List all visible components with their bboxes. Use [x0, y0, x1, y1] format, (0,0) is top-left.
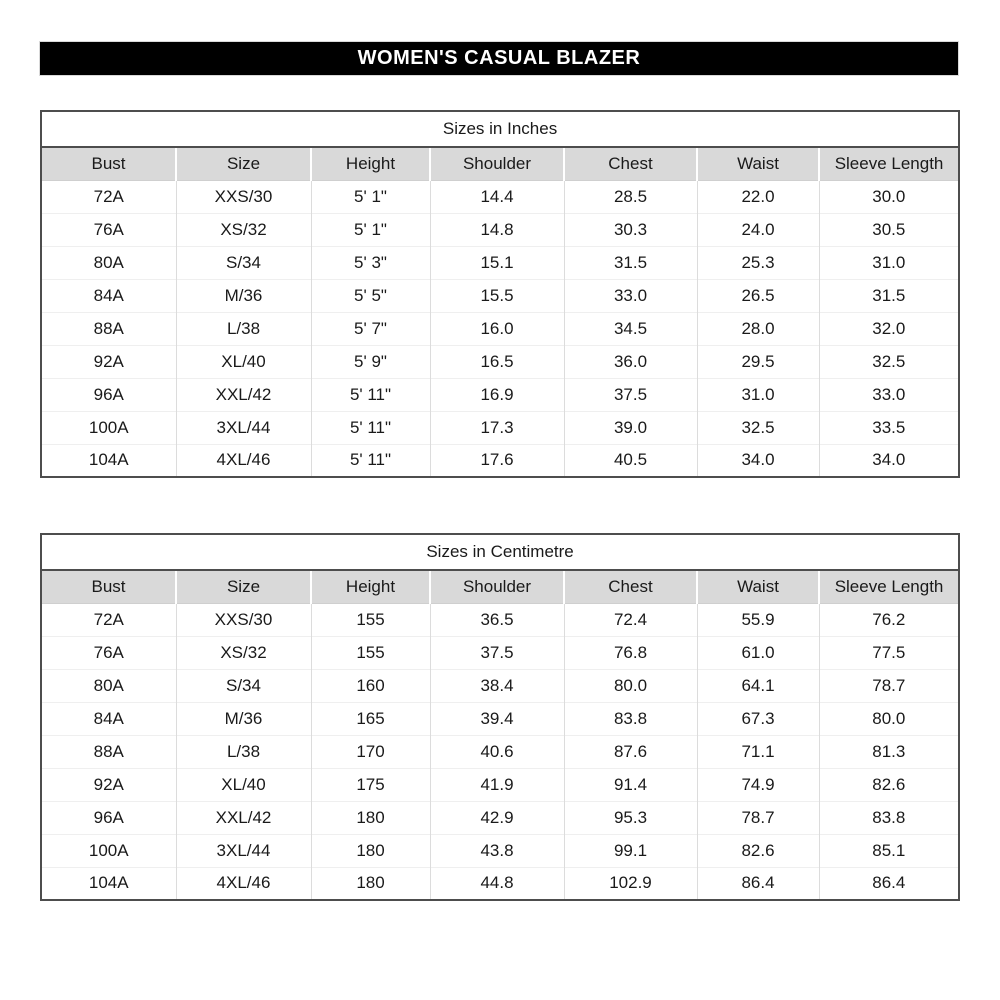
- cell-shoulder: 41.9: [430, 768, 564, 801]
- column-header-sleeve-length: Sleeve Length: [819, 147, 959, 180]
- column-header-waist: Waist: [697, 147, 819, 180]
- table-row: [41, 768, 959, 801]
- cell-sleeve-length: 33.0: [819, 378, 959, 411]
- cell-waist: 82.6: [697, 834, 819, 867]
- cell-sleeve-length: 83.8: [819, 801, 959, 834]
- cell-shoulder: 17.3: [430, 411, 564, 444]
- table-title: Sizes in Centimetre: [41, 534, 959, 570]
- table-row: [41, 702, 959, 735]
- table-row: [41, 444, 959, 477]
- cell-sleeve-length: 34.0: [819, 444, 959, 477]
- cell-waist: 71.1: [697, 735, 819, 768]
- cell-shoulder: 37.5: [430, 636, 564, 669]
- cell-shoulder: 36.5: [430, 603, 564, 636]
- table-row: [41, 669, 959, 702]
- cell-shoulder: 16.0: [430, 312, 564, 345]
- column-header-shoulder: Shoulder: [430, 570, 564, 603]
- cell-size: XS/32: [176, 213, 311, 246]
- cell-sleeve-length: 30.5: [819, 213, 959, 246]
- cell-size: XXS/30: [176, 603, 311, 636]
- cell-chest: 37.5: [564, 378, 697, 411]
- column-header-sleeve-length: Sleeve Length: [819, 570, 959, 603]
- cell-height: 5' 1": [311, 213, 430, 246]
- cell-sleeve-length: 32.5: [819, 345, 959, 378]
- column-header-size: Size: [176, 147, 311, 180]
- cell-bust: 76A: [41, 636, 176, 669]
- cell-shoulder: 42.9: [430, 801, 564, 834]
- product-title-banner: [40, 42, 958, 75]
- cell-sleeve-length: 31.0: [819, 246, 959, 279]
- table-row: [41, 636, 959, 669]
- cell-height: 155: [311, 636, 430, 669]
- cell-shoulder: 15.1: [430, 246, 564, 279]
- cell-size: 4XL/46: [176, 444, 311, 477]
- cell-sleeve-length: 31.5: [819, 279, 959, 312]
- cell-bust: 80A: [41, 669, 176, 702]
- table-row: [41, 345, 959, 378]
- cell-sleeve-length: 32.0: [819, 312, 959, 345]
- table-row: [41, 246, 959, 279]
- cell-chest: 99.1: [564, 834, 697, 867]
- cell-chest: 87.6: [564, 735, 697, 768]
- cell-bust: 80A: [41, 246, 176, 279]
- cell-bust: 72A: [41, 603, 176, 636]
- sizes-in-inches-table: [40, 110, 960, 478]
- cell-chest: 91.4: [564, 768, 697, 801]
- sizes-in-centimetre-table: [40, 533, 960, 901]
- cell-shoulder: 38.4: [430, 669, 564, 702]
- cell-height: 5' 9": [311, 345, 430, 378]
- cell-size: M/36: [176, 279, 311, 312]
- column-header-shoulder: Shoulder: [430, 147, 564, 180]
- cell-chest: 28.5: [564, 180, 697, 213]
- cell-bust: 104A: [41, 867, 176, 900]
- cell-chest: 40.5: [564, 444, 697, 477]
- cell-bust: 88A: [41, 312, 176, 345]
- column-header-bust: Bust: [41, 147, 176, 180]
- cell-waist: 28.0: [697, 312, 819, 345]
- cell-shoulder: 15.5: [430, 279, 564, 312]
- cell-size: S/34: [176, 246, 311, 279]
- table-row: [41, 834, 959, 867]
- cell-shoulder: 43.8: [430, 834, 564, 867]
- table-row: [41, 411, 959, 444]
- table-row: [41, 312, 959, 345]
- column-header-height: Height: [311, 147, 430, 180]
- cell-waist: 24.0: [697, 213, 819, 246]
- cell-waist: 61.0: [697, 636, 819, 669]
- cell-height: 175: [311, 768, 430, 801]
- cell-height: 160: [311, 669, 430, 702]
- cell-height: 180: [311, 801, 430, 834]
- cell-bust: 84A: [41, 279, 176, 312]
- column-header-chest: Chest: [564, 147, 697, 180]
- table-row: [41, 801, 959, 834]
- cell-sleeve-length: 30.0: [819, 180, 959, 213]
- cell-size: L/38: [176, 312, 311, 345]
- cell-size: XXS/30: [176, 180, 311, 213]
- cell-chest: 83.8: [564, 702, 697, 735]
- table-header-row: [41, 570, 959, 603]
- cell-chest: 34.5: [564, 312, 697, 345]
- table-header-row: [41, 147, 959, 180]
- cell-shoulder: 16.5: [430, 345, 564, 378]
- cell-bust: 72A: [41, 180, 176, 213]
- table-row: [41, 603, 959, 636]
- cell-bust: 100A: [41, 411, 176, 444]
- cell-bust: 96A: [41, 378, 176, 411]
- cell-sleeve-length: 78.7: [819, 669, 959, 702]
- table-row: [41, 735, 959, 768]
- cell-shoulder: 17.6: [430, 444, 564, 477]
- cell-shoulder: 40.6: [430, 735, 564, 768]
- cell-size: XXL/42: [176, 801, 311, 834]
- cell-waist: 55.9: [697, 603, 819, 636]
- cell-size: XS/32: [176, 636, 311, 669]
- table-row: [41, 378, 959, 411]
- cell-size: 3XL/44: [176, 834, 311, 867]
- cell-waist: 29.5: [697, 345, 819, 378]
- cell-bust: 92A: [41, 768, 176, 801]
- cell-height: 155: [311, 603, 430, 636]
- cell-waist: 67.3: [697, 702, 819, 735]
- product-title: WOMEN'S CASUAL BLAZER: [357, 47, 641, 69]
- cell-waist: 32.5: [697, 411, 819, 444]
- cell-sleeve-length: 76.2: [819, 603, 959, 636]
- cell-sleeve-length: 86.4: [819, 867, 959, 900]
- cell-waist: 64.1: [697, 669, 819, 702]
- cell-sleeve-length: 80.0: [819, 702, 959, 735]
- cell-size: XL/40: [176, 345, 311, 378]
- column-header-size: Size: [176, 570, 311, 603]
- cell-chest: 30.3: [564, 213, 697, 246]
- cell-shoulder: 39.4: [430, 702, 564, 735]
- cell-waist: 74.9: [697, 768, 819, 801]
- cell-waist: 34.0: [697, 444, 819, 477]
- cell-chest: 76.8: [564, 636, 697, 669]
- cell-shoulder: 44.8: [430, 867, 564, 900]
- cell-size: M/36: [176, 702, 311, 735]
- cell-bust: 84A: [41, 702, 176, 735]
- cell-sleeve-length: 85.1: [819, 834, 959, 867]
- cell-size: 3XL/44: [176, 411, 311, 444]
- cell-height: 180: [311, 867, 430, 900]
- cell-waist: 25.3: [697, 246, 819, 279]
- cell-waist: 78.7: [697, 801, 819, 834]
- cell-bust: 96A: [41, 801, 176, 834]
- cell-chest: 95.3: [564, 801, 697, 834]
- cell-waist: 86.4: [697, 867, 819, 900]
- column-header-chest: Chest: [564, 570, 697, 603]
- table-row: [41, 180, 959, 213]
- cell-chest: 102.9: [564, 867, 697, 900]
- cell-height: 170: [311, 735, 430, 768]
- cell-height: 5' 11": [311, 378, 430, 411]
- cell-shoulder: 14.4: [430, 180, 564, 213]
- cell-sleeve-length: 81.3: [819, 735, 959, 768]
- table-title: Sizes in Inches: [41, 111, 959, 147]
- cell-chest: 33.0: [564, 279, 697, 312]
- table-title-row: [41, 111, 959, 147]
- column-header-bust: Bust: [41, 570, 176, 603]
- cell-size: XL/40: [176, 768, 311, 801]
- cell-bust: 92A: [41, 345, 176, 378]
- cell-chest: 36.0: [564, 345, 697, 378]
- column-header-height: Height: [311, 570, 430, 603]
- cell-bust: 104A: [41, 444, 176, 477]
- cell-bust: 76A: [41, 213, 176, 246]
- cell-sleeve-length: 33.5: [819, 411, 959, 444]
- table-title-row: [41, 534, 959, 570]
- cell-sleeve-length: 82.6: [819, 768, 959, 801]
- table-row: [41, 279, 959, 312]
- cell-size: XXL/42: [176, 378, 311, 411]
- cell-height: 5' 7": [311, 312, 430, 345]
- cell-chest: 80.0: [564, 669, 697, 702]
- cell-height: 5' 3": [311, 246, 430, 279]
- cell-shoulder: 16.9: [430, 378, 564, 411]
- cell-bust: 88A: [41, 735, 176, 768]
- cell-shoulder: 14.8: [430, 213, 564, 246]
- table-row: [41, 867, 959, 900]
- cell-size: 4XL/46: [176, 867, 311, 900]
- cell-height: 165: [311, 702, 430, 735]
- cell-chest: 72.4: [564, 603, 697, 636]
- table-row: [41, 213, 959, 246]
- cell-height: 5' 1": [311, 180, 430, 213]
- cell-height: 5' 5": [311, 279, 430, 312]
- cell-size: S/34: [176, 669, 311, 702]
- cell-height: 5' 11": [311, 411, 430, 444]
- column-header-waist: Waist: [697, 570, 819, 603]
- cell-height: 5' 11": [311, 444, 430, 477]
- cell-chest: 31.5: [564, 246, 697, 279]
- cell-size: L/38: [176, 735, 311, 768]
- cell-waist: 22.0: [697, 180, 819, 213]
- cell-bust: 100A: [41, 834, 176, 867]
- cell-waist: 26.5: [697, 279, 819, 312]
- cell-chest: 39.0: [564, 411, 697, 444]
- cell-height: 180: [311, 834, 430, 867]
- cell-sleeve-length: 77.5: [819, 636, 959, 669]
- cell-waist: 31.0: [697, 378, 819, 411]
